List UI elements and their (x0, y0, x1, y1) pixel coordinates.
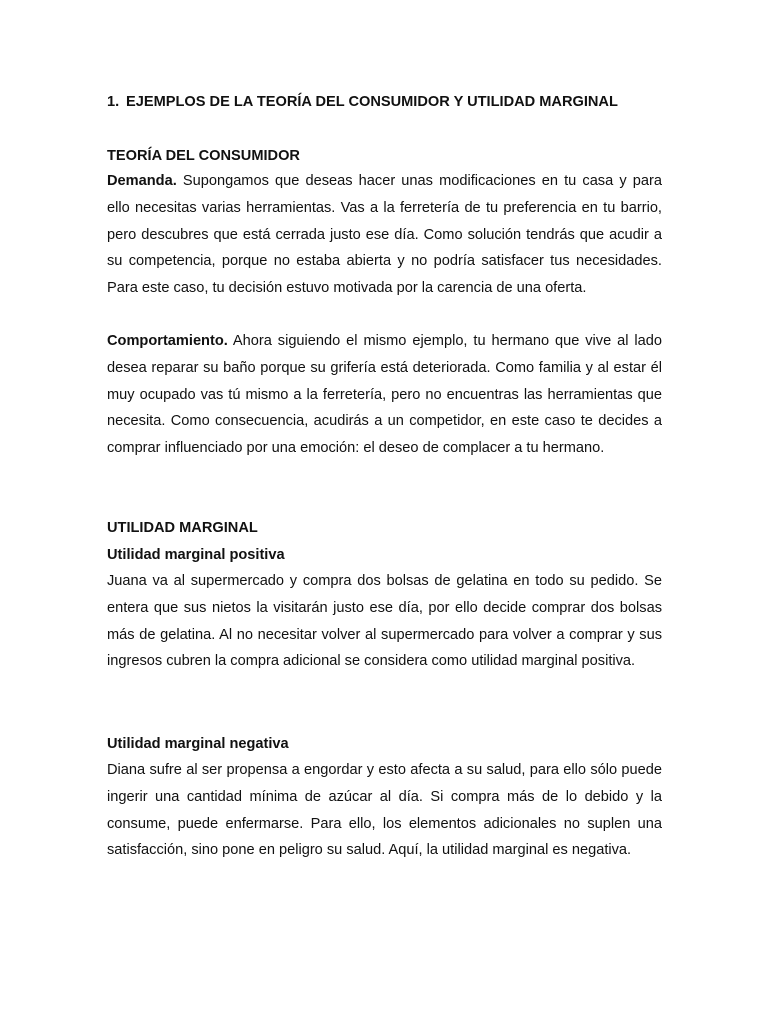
title-text: EJEMPLOS DE LA TEORÍA DEL CONSUMIDOR Y UTILIDAD MARGINAL (126, 94, 618, 110)
paragraph-demanda (107, 168, 662, 302)
comportamiento-label: Comportamiento. (107, 333, 228, 349)
paragraph-utilidad-positiva: Juana va al supermercado y compra dos bolsas de gelatina en todo su pedido. Se entera que sus nietos la visitarán justo ese día, por ello decide comprar dos bolsas más de gelatina. Al no necesitar volver al supermercado para volver a comprar y sus ingresos cubren la compra adicional se considera como utilidad marginal positiva. (107, 573, 662, 670)
demanda-text: Supongamos que deseas hacer unas modificaciones en tu casa y para ello necesitas varias herramientas. Vas a la ferretería de tu preferencia en tu barrio, pero descubres que está cerrada justo ese día. Como solución tendrás que acudir a su competencia, porque no estaba abierta y no podría satisfacer tus necesidades. Para este caso, tu decisión estuvo motivada por la carencia de una oferta. (107, 173, 662, 297)
comportamiento-text: Ahora siguiendo el mismo ejemplo, tu hermano que vive al lado desea reparar su baño porque su grifería está deteriorada. Como familia y al estar él muy ocupado vas tú mismo a la ferretería, pero no encuentras las herramientas que necesita. Como consecuencia, acudirás a un competidor, en este caso te decides a comprar influenciado por una emoción: el deseo de complacer a tu hermano. (107, 333, 662, 457)
paragraph-utilidad-negativa: Diana sufre al ser propensa a engordar y esto afecta a su salud, para ello sólo puede ingerir una cantidad mínima de azúcar al día. Si compra más de lo debido y la consume, puede enfermarse. Para ello, los elementos adicionales no suplen una satisfacción, sino pone en peligro su salud. Aquí, la utilidad marginal es negativa. (107, 762, 662, 859)
subheading-utilidad-negativa: Utilidad marginal negativa (107, 736, 289, 752)
title-number: 1. (107, 94, 120, 110)
document-title (107, 92, 662, 112)
subheading-utilidad-positiva: Utilidad marginal positiva (107, 547, 285, 563)
section-heading-teoria-consumidor: TEORÍA DEL CONSUMIDOR (107, 148, 300, 164)
demanda-label: Demanda. (107, 173, 177, 189)
section-heading-utilidad-marginal: UTILIDAD MARGINAL (107, 520, 258, 536)
paragraph-comportamiento (107, 328, 662, 462)
